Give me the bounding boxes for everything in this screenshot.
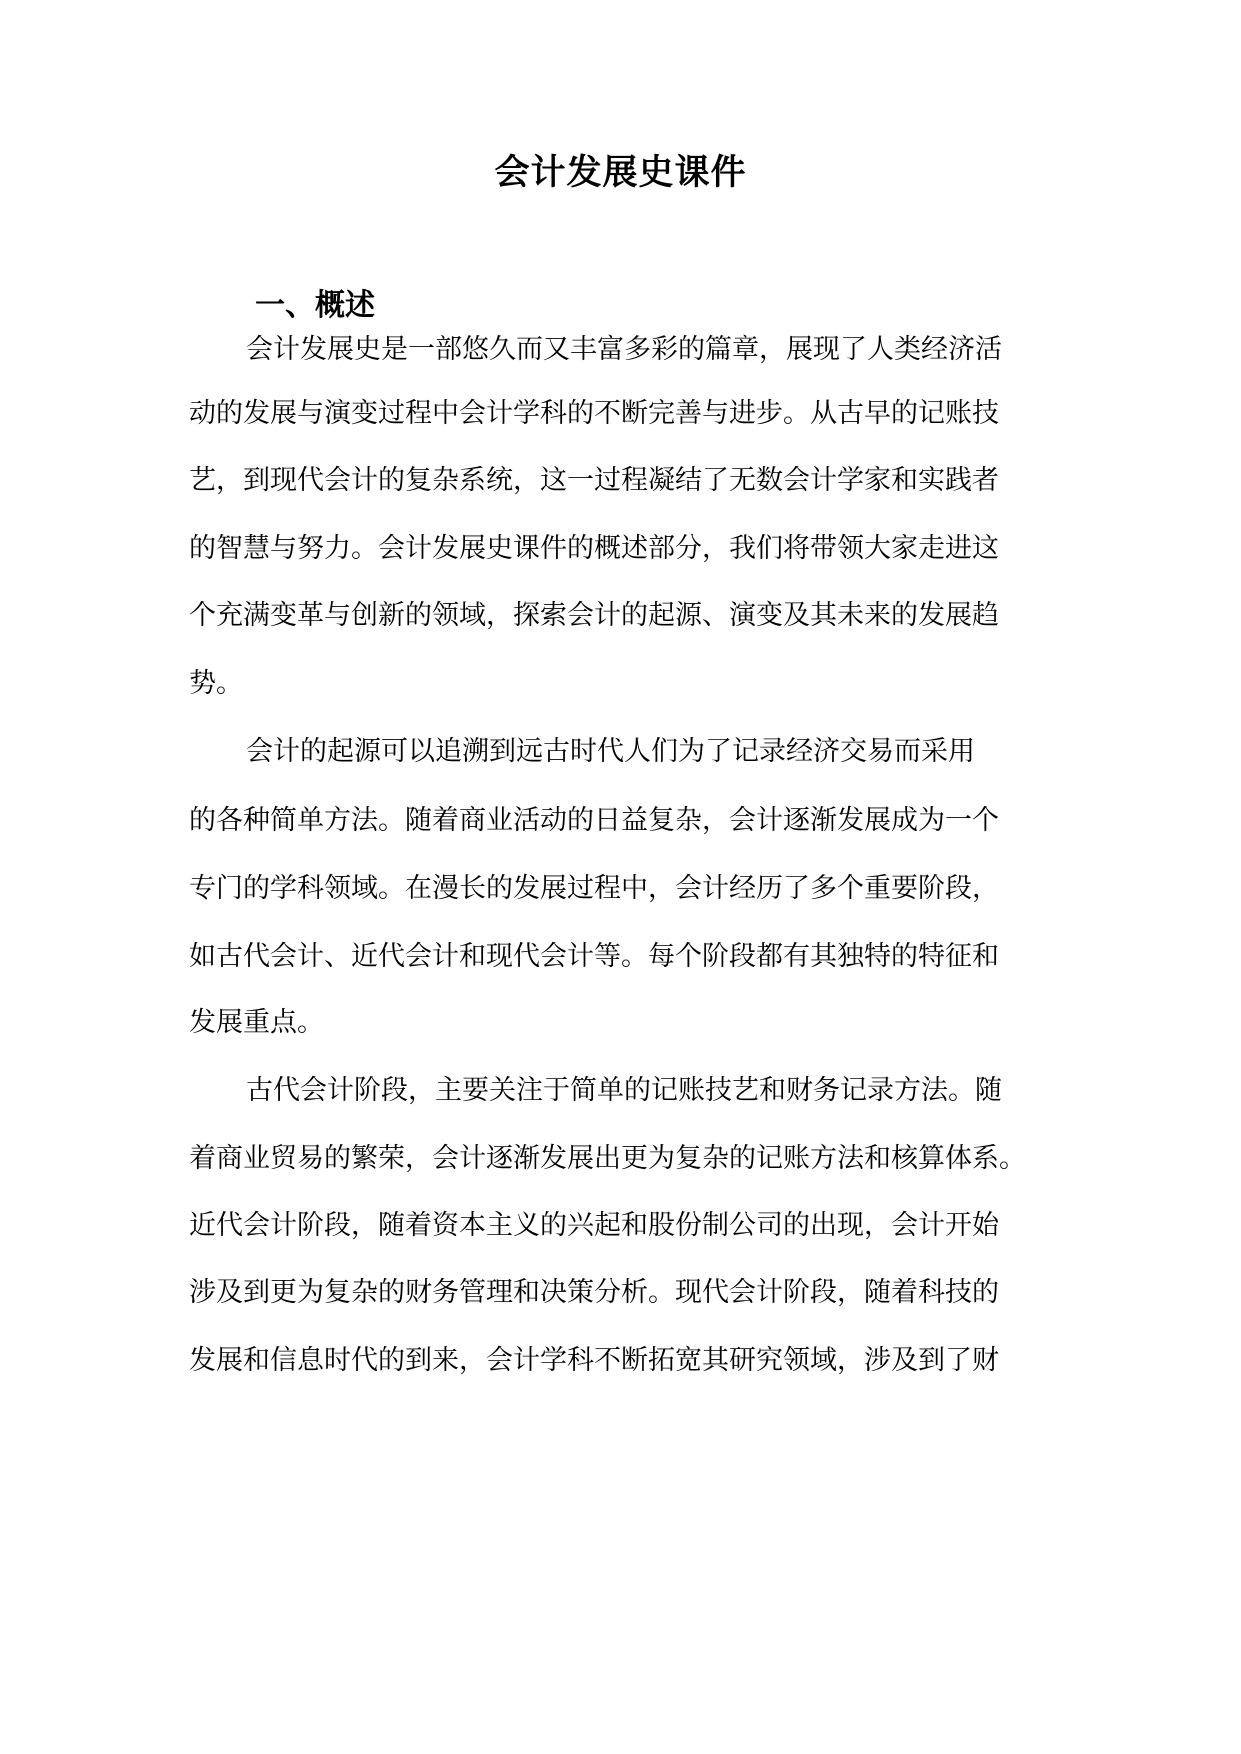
section-heading: 一、概述 bbox=[255, 288, 375, 323]
paragraph-line: 如古代会计、近代会计和现代会计等。每个阶段都有其独特的特征和 bbox=[189, 941, 999, 972]
paragraph-line: 发展重点。 bbox=[189, 1007, 324, 1038]
paragraph-line: 涉及到更为复杂的财务管理和决策分析。现代会计阶段，随着科技的 bbox=[189, 1277, 999, 1308]
paragraph-line: 着商业贸易的繁荣，会计逐渐发展出更为复杂的记账方法和核算体系。 bbox=[189, 1143, 1026, 1174]
paragraph-line: 会计发展史是一部悠久而又丰富多彩的篇章，展现了人类经济活 bbox=[246, 334, 1002, 365]
paragraph-line: 动的发展与演变过程中会计学科的不断完善与进步。从古早的记账技 bbox=[189, 398, 999, 429]
paragraph-line: 艺，到现代会计的复杂系统，这一过程凝结了无数会计学家和实践者 bbox=[189, 465, 999, 496]
paragraph-line: 势。 bbox=[189, 668, 243, 699]
paragraph-line: 的各种简单方法。随着商业活动的日益复杂，会计逐渐发展成为一个 bbox=[189, 805, 999, 836]
paragraph-line: 专门的学科领域。在漫长的发展过程中，会计经历了多个重要阶段， bbox=[189, 873, 999, 904]
paragraph-line: 古代会计阶段，主要关注于简单的记账技艺和财务记录方法。随 bbox=[246, 1075, 1002, 1106]
paragraph-line: 的智慧与努力。会计发展史课件的概述部分，我们将带领大家走进这 bbox=[189, 533, 999, 564]
paragraph-line: 会计的起源可以追溯到远古时代人们为了记录经济交易而采用 bbox=[246, 736, 975, 767]
page-title: 会计发展史课件 bbox=[494, 152, 747, 193]
paragraph-line: 近代会计阶段，随着资本主义的兴起和股份制公司的出现，会计开始 bbox=[189, 1210, 999, 1241]
paragraph-line: 发展和信息时代的到来，会计学科不断拓宽其研究领域，涉及到了财 bbox=[189, 1345, 999, 1376]
paragraph-line: 个充满变革与创新的领域，探索会计的起源、演变及其未来的发展趋 bbox=[189, 600, 999, 631]
